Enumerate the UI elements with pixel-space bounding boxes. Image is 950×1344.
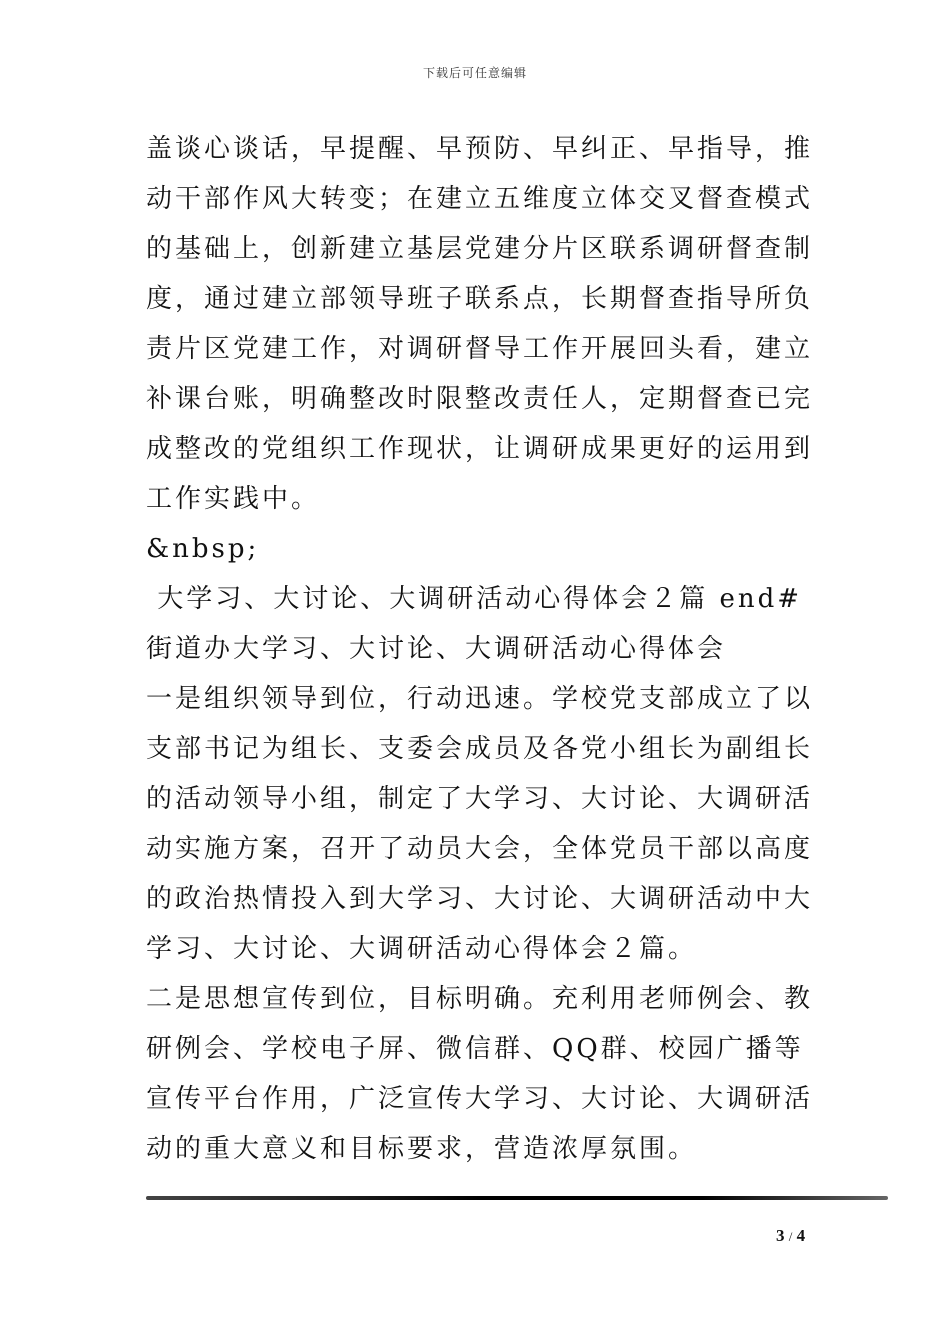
- text-line: 动的重大意义和目标要求，营造浓厚氛围。: [146, 1134, 698, 1164]
- text-line: 的基础上，创新建立基层党建分片区联系调研督查制: [146, 234, 814, 264]
- text-line: 学习、大讨论、大调研活动心得体会２篇。: [146, 934, 698, 964]
- text-line: 宣传平台作用，广泛宣传大学习、大讨论、大调研活: [146, 1084, 814, 1114]
- text-line: 的政治热情投入到大学习、大讨论、大调研活动中大: [146, 884, 814, 914]
- text-line: 动干部作风大转变；在建立五维度立体交叉督查模式: [146, 184, 814, 214]
- text-line: 动实施方案，召开了动员大会，全体党员干部以高度: [146, 834, 814, 864]
- section-title-line: 街道办大学习、大讨论、大调研活动心得体会: [146, 634, 727, 664]
- footer-divider: [146, 1196, 888, 1200]
- text-line: 盖谈心谈话，早提醒、早预防、早纠正、早指导，推: [146, 134, 814, 164]
- document-body: [146, 124, 814, 1174]
- total-pages: 4: [796, 1226, 806, 1245]
- text-line: 工作实践中。: [146, 484, 321, 514]
- text-line: 成整改的党组织工作现状，让调研成果更好的运用到: [146, 434, 814, 464]
- text-line: 研例会、学校电子屏、微信群、QQ群、校园广播等: [146, 1034, 804, 1064]
- text-line: &nbsp;: [146, 534, 260, 564]
- text-line: 度，通过建立部领导班子联系点，长期督查指导所负: [146, 284, 814, 314]
- text-line: 责片区党建工作，对调研督导工作开展回头看，建立: [146, 334, 814, 364]
- text-line: 补课台账，明确整改时限整改责任人，定期督查已完: [146, 384, 814, 414]
- page-header: 下载后可任意编辑: [422, 66, 527, 80]
- text-line: 二是思想宣传到位，目标明确。充利用老师例会、教: [146, 984, 814, 1014]
- text-line: 支部书记为组长、支委会成员及各党小组长为副组长: [146, 734, 814, 764]
- article-title-line: 大学习、大讨论、大调研活动心得体会２篇 end#: [146, 584, 803, 614]
- page-separator: /: [788, 1229, 793, 1244]
- text-line: 一是组织领导到位，行动迅速。学校党支部成立了以: [146, 684, 814, 714]
- text-line: 的活动领导小组，制定了大学习、大讨论、大调研活: [146, 784, 814, 814]
- page-number: [776, 1226, 805, 1246]
- current-page: 3: [776, 1226, 785, 1245]
